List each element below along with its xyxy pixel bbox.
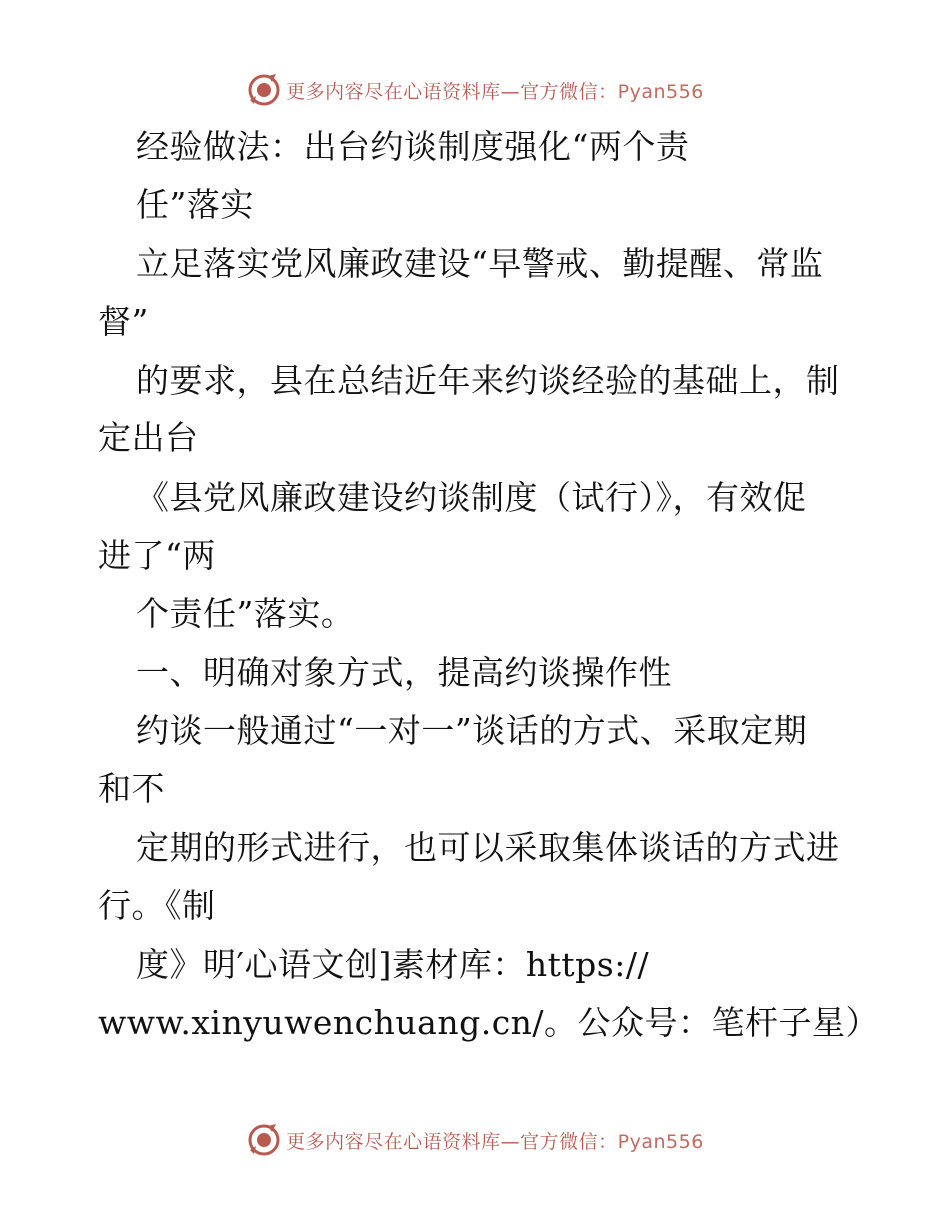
text-line: 一、明确对象方式，提高约谈操作性: [136, 653, 672, 692]
pen-seal-icon: [246, 1122, 282, 1158]
banner-text-main: 更多内容尽在心语资料库—官方微信：: [286, 80, 618, 103]
text-line: 的要求，县在总结近年来约谈经验的基础上，制: [136, 361, 840, 400]
banner-wechat-id: Pyan556: [617, 80, 704, 103]
pen-seal-icon: [246, 72, 282, 108]
text-line: 定期的形式进行，也可以采取集体谈话的方式进: [136, 828, 840, 867]
text-line: 约谈一般通过“一对一”谈话的方式、采取定期: [136, 711, 808, 750]
banner-wechat-id: Pyan556: [617, 1130, 704, 1153]
header-banner: [0, 68, 950, 112]
text-line: 立足落实党风廉政建设“早警戒、勤提醒、常监: [136, 244, 824, 283]
text-line: 度》明′心语文创]素材库：https://: [136, 945, 650, 984]
text-line: 定出台: [98, 418, 199, 457]
text-line: 和不: [98, 769, 165, 808]
text-line: 个责任”落实。: [136, 594, 355, 633]
text-line: 行。《制: [98, 886, 216, 925]
banner-text-main: 更多内容尽在心语资料库—官方微信：: [286, 1130, 618, 1153]
footer-banner: [0, 1118, 950, 1162]
text-line: 经验做法：出台约谈制度强化“两个责: [136, 127, 690, 166]
text-line: 任”落实: [136, 185, 254, 224]
banner-text: [286, 77, 704, 104]
banner-text: [286, 1127, 704, 1154]
text-line: www.xinyuwenchuang.cn/。公众号：笔杆子星）: [98, 1003, 880, 1042]
text-line: 进了“两: [98, 536, 216, 575]
text-line: 《县党风廉政建设约谈制度（试行）》，有效促: [136, 478, 807, 517]
text-line: 督”: [98, 302, 149, 341]
